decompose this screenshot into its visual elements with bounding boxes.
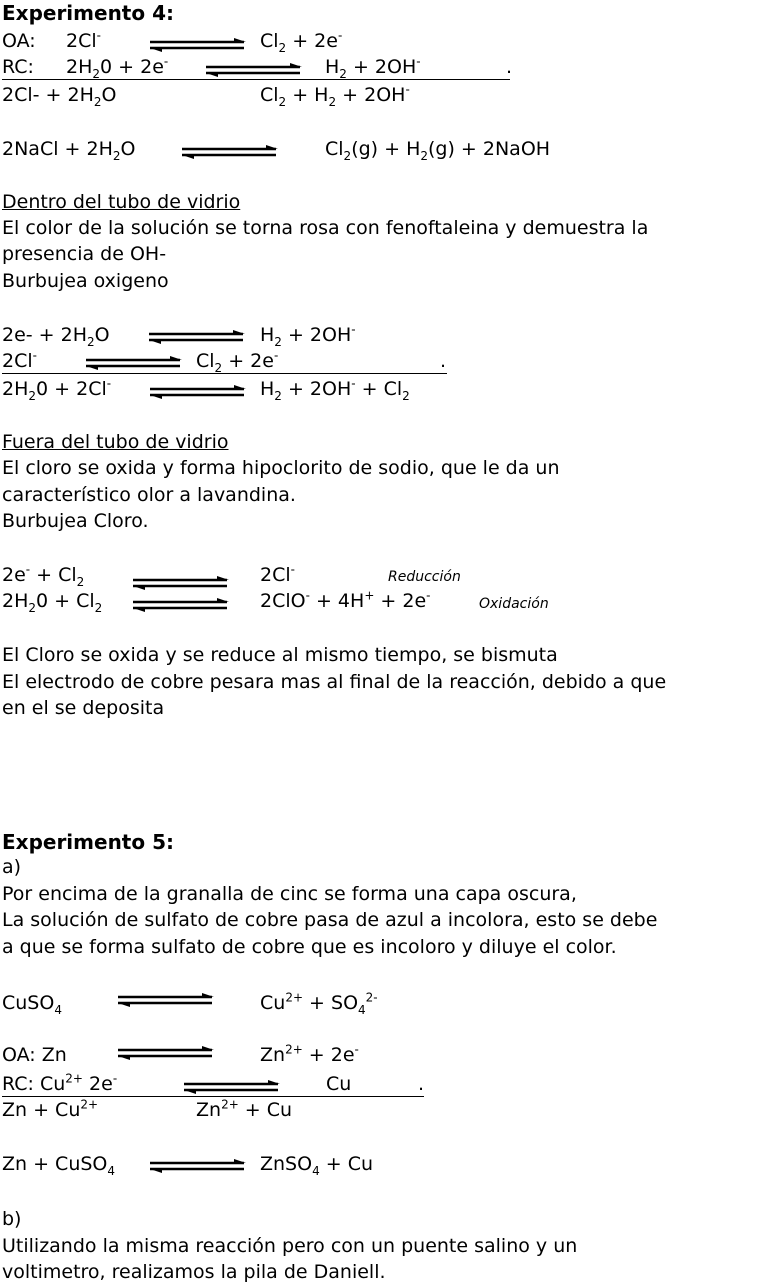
part-b-label: b)	[2, 1208, 22, 1230]
exp4-eqB-tail: .	[440, 350, 447, 372]
exp4-ox-left: $2H_20 + Cl_2$	[2, 590, 103, 615]
equilibrium-arrow-icon	[148, 385, 248, 399]
exp5-diss-left: CuSO$_4$	[2, 992, 62, 1017]
exp5-sum-left: $Zn + Cu^{2+}$	[2, 1097, 99, 1121]
reduction-label: Reducción	[388, 569, 461, 585]
exp4-rc-right: $H_2 + 2OH^-$	[325, 54, 421, 81]
exp4-eqA-right: $H_2 + 2OH^-$	[260, 322, 356, 349]
exp5-oa-right: $Zn^{2+} + 2e^-$	[260, 1042, 359, 1066]
exp5-rc-left: RC: $Cu^{2+}$ 2e-	[2, 1071, 118, 1095]
equilibrium-arrow-icon	[180, 145, 280, 159]
sum-rule	[2, 373, 447, 374]
exp4-global-left: 2NaCl + $2H_2O$	[2, 138, 136, 163]
exp4-sum-left: $2Cl- + 2H_2O$	[2, 84, 117, 109]
exp4-oa-label: OA:	[2, 30, 36, 52]
exp4-eqC-right: $H_2 + 2OH^- + Cl_2$	[260, 376, 410, 403]
outside-heading: Fuera del tubo de vidrio	[2, 431, 229, 453]
exp4-rc-label: RC:	[2, 56, 34, 78]
exp4-oa-left: 2Cl-	[66, 28, 101, 52]
exp5-global-right: ZnSO$_4$ + Cu	[260, 1153, 374, 1178]
paragraph-line: El cloro se oxida y forma hipoclorito de sodio, que le da un	[2, 457, 560, 479]
paragraph-line: voltimetro, realizamos la pila de Daniell.	[2, 1261, 386, 1283]
paragraph-line: a que se forma sulfato de cobre que es incoloro y diluye el color.	[2, 936, 617, 958]
oxidation-label: Oxidación	[479, 596, 549, 612]
exp4-title: Experimento 4:	[2, 1, 174, 25]
paragraph-line: en el se deposita	[2, 697, 165, 719]
exp4-sum-right: $Cl_2 + H_2 + 2OH^-$	[260, 82, 410, 109]
inside-heading: Dentro del tubo de vidrio	[2, 191, 241, 213]
exp4-ox-right: 2ClO- + 4H+ + 2e-	[260, 588, 431, 612]
part-a-label: a)	[2, 856, 22, 878]
sum-rule	[2, 79, 510, 80]
exp4-global-right: $Cl_2(g) + H_2(g)$ + 2NaOH	[325, 138, 551, 163]
paragraph-line: Burbujea oxigeno	[2, 270, 169, 292]
paragraph-line: Por encima de la granalla de cinc se forma una capa oscura,	[2, 883, 577, 905]
paragraph-line: Burbujea Cloro.	[2, 510, 149, 532]
equilibrium-arrow-icon	[148, 38, 248, 52]
paragraph-line: característico olor a lavandina.	[2, 484, 296, 506]
paragraph-line: La solución de sulfato de cobre pasa de azul a incolora, esto se debe	[2, 909, 658, 931]
exp5-global-left: Zn + CuSO$_4$	[2, 1153, 116, 1178]
paragraph-line: presencia de OH-	[2, 243, 167, 265]
exp4-eqA-left: $2e- + 2H_2O$	[2, 324, 110, 349]
equilibrium-arrow-icon	[116, 1046, 216, 1060]
exp5-sum-right: $Zn^{2+} + Cu$	[196, 1097, 293, 1121]
equilibrium-arrow-icon	[131, 576, 231, 590]
exp4-eqB-left: 2Cl-	[2, 348, 37, 372]
exp5-oa-left: OA: Zn	[2, 1044, 67, 1066]
equilibrium-arrow-icon	[182, 1080, 282, 1094]
equilibrium-arrow-icon	[131, 598, 231, 612]
equilibrium-arrow-icon	[84, 356, 184, 370]
exp4-rc-left: $2H_20 + 2e^-$	[66, 54, 169, 81]
exp4-eqC-left: $2H_20 + 2Cl^-$	[2, 376, 112, 403]
exp4-red-right: 2Cl-	[260, 562, 295, 586]
exp4-red-left: $2e^- + Cl_2$	[2, 562, 85, 589]
equilibrium-arrow-icon	[147, 330, 247, 344]
paragraph-line: El color de la solución se torna rosa con fenoftaleina y demuestra la	[2, 217, 649, 239]
paragraph-line: El electrodo de cobre pesara mas al final de la reacción, debido a que	[2, 671, 667, 693]
equilibrium-arrow-icon	[116, 993, 216, 1007]
exp4-eqB-right: $Cl_2 + 2e^-$	[196, 348, 279, 375]
equilibrium-arrow-icon	[204, 63, 304, 77]
paragraph-line: Utilizando la misma reacción pero con un puente salino y un	[2, 1235, 578, 1257]
exp5-title: Experimento 5:	[2, 830, 174, 854]
exp5-rc-tail: .	[418, 1073, 425, 1095]
paragraph-line: El Cloro se oxida y se reduce al mismo tiempo, se bismuta	[2, 644, 558, 666]
equilibrium-arrow-icon	[148, 1159, 248, 1173]
exp4-rc-tail: .	[506, 56, 513, 78]
exp5-rc-right: Cu	[326, 1073, 352, 1095]
exp4-oa-right: $Cl_2 + 2e^-$	[260, 28, 343, 55]
exp5-diss-right: $Cu^{2+} + SO_4^{2-}$	[260, 990, 378, 1017]
sum-rule	[2, 1096, 424, 1097]
